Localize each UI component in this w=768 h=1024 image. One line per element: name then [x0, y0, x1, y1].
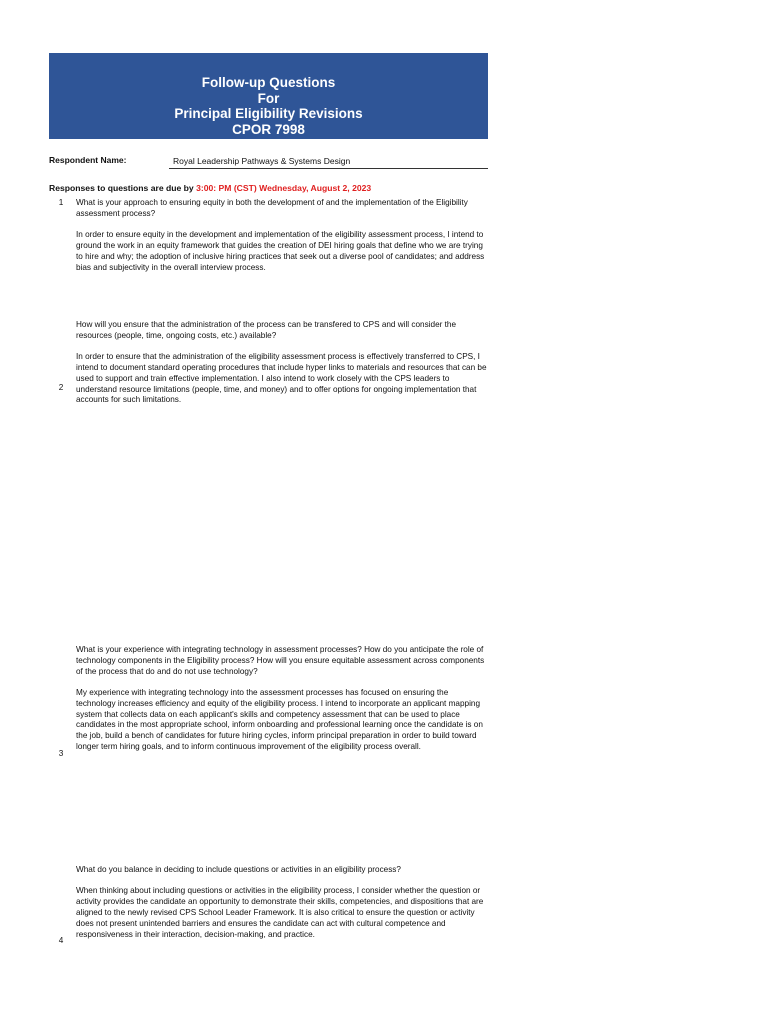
question-number-4: 4	[58, 936, 64, 945]
question-text-2: How will you ensure that the administration of the process can be transfered to CPS and will consider the resources (people, time, ongoing costs, etc.) available?	[76, 320, 457, 340]
answer-text-2[interactable]: In order to ensure that the administration of the eligibility assessment process is effectively transferred to CPS, I intend to document standard operating procedures that include hyper links to materials and resources that can be used to support and train effective implementation. I also intend to work closely with the CPS leaders to understand resource limitations (people, time, and money) and to offer options for ongoing implementation that accounts for such limitations.	[76, 351, 487, 405]
question-block-4	[76, 865, 488, 940]
title-banner	[49, 53, 488, 139]
due-date: 3:00: PM (CST) Wednesday, August 2, 2023	[196, 183, 372, 193]
title-line-3: Principal Eligibility Revisions	[174, 106, 363, 121]
title-line-4: CPOR 7998	[232, 121, 305, 137]
due-prefix: Responses to questions are due by	[49, 183, 194, 193]
title-line-2: For	[257, 90, 280, 106]
respondent-name-field[interactable]: Royal Leadership Pathways & Systems Design	[173, 156, 351, 166]
due-date-notice	[49, 183, 371, 193]
question-block-1	[76, 198, 488, 273]
question-text-1: What is your approach to ensuring equity in both the development of and the implementation of the Eligibility assessment process?	[76, 198, 468, 218]
answer-text-1[interactable]: In order to ensure equity in the development and implementation of the eligibility assessment process, I intend to ground the work in an equity framework that guides the creation of DEI hiring goals that define who we are trying to hire and why; the adoption of inclusive hiring practices that seek out a diverse pool of candidates; and address bias and subjectivity in the overall interview process.	[76, 229, 485, 272]
respondent-row	[49, 154, 488, 169]
answer-text-3[interactable]: My experience with integrating technology into the assessment processes has focused on ensuring the technology increases efficiency and equity of the eligibility process. I intend to incorporate an applicant mapping system that collects data on each applicant's skills and competency assessment that can be used to place candidates in the most appropriate school, inform onboarding and professional learning once the candidate is on the job, build a bench of candidates for future hiring cycles, inform principal preparation in order to build toward longer term hiring goals, and to inform continuous improvement of the eligibility process overall.	[76, 687, 483, 752]
question-number-3: 3	[58, 749, 64, 758]
answer-text-4[interactable]: When thinking about including questions or activities in the eligibility process, I consider whether the question or activity provides the candidate an opportunity to demonstrate their skills, competencies, and dispositions that are aligned to the newly revised CPS School Leader Framework. It is also critical to ensure the question or activity does not present unintended barriers and ensures the candidate can act with cultural competence and responsiveness in their interaction, decision-making, and practice.	[76, 885, 484, 939]
question-text-4: What do you balance in deciding to include questions or activities in an eligibility process?	[76, 865, 401, 874]
question-block-2	[76, 320, 488, 406]
question-block-3	[76, 645, 488, 753]
respondent-underline	[169, 168, 488, 169]
question-number-2: 2	[58, 383, 64, 392]
question-text-3: What is your experience with integrating technology in assessment processes? How do you anticipate the role of technology components in the Eligibility process? How will you ensure equitable assessment across components of the process that do and do not use technology?	[76, 645, 485, 676]
question-number-1: 1	[58, 198, 64, 207]
title-line-1: Follow-up Questions	[201, 75, 336, 90]
respondent-label: Respondent Name:	[49, 155, 127, 165]
